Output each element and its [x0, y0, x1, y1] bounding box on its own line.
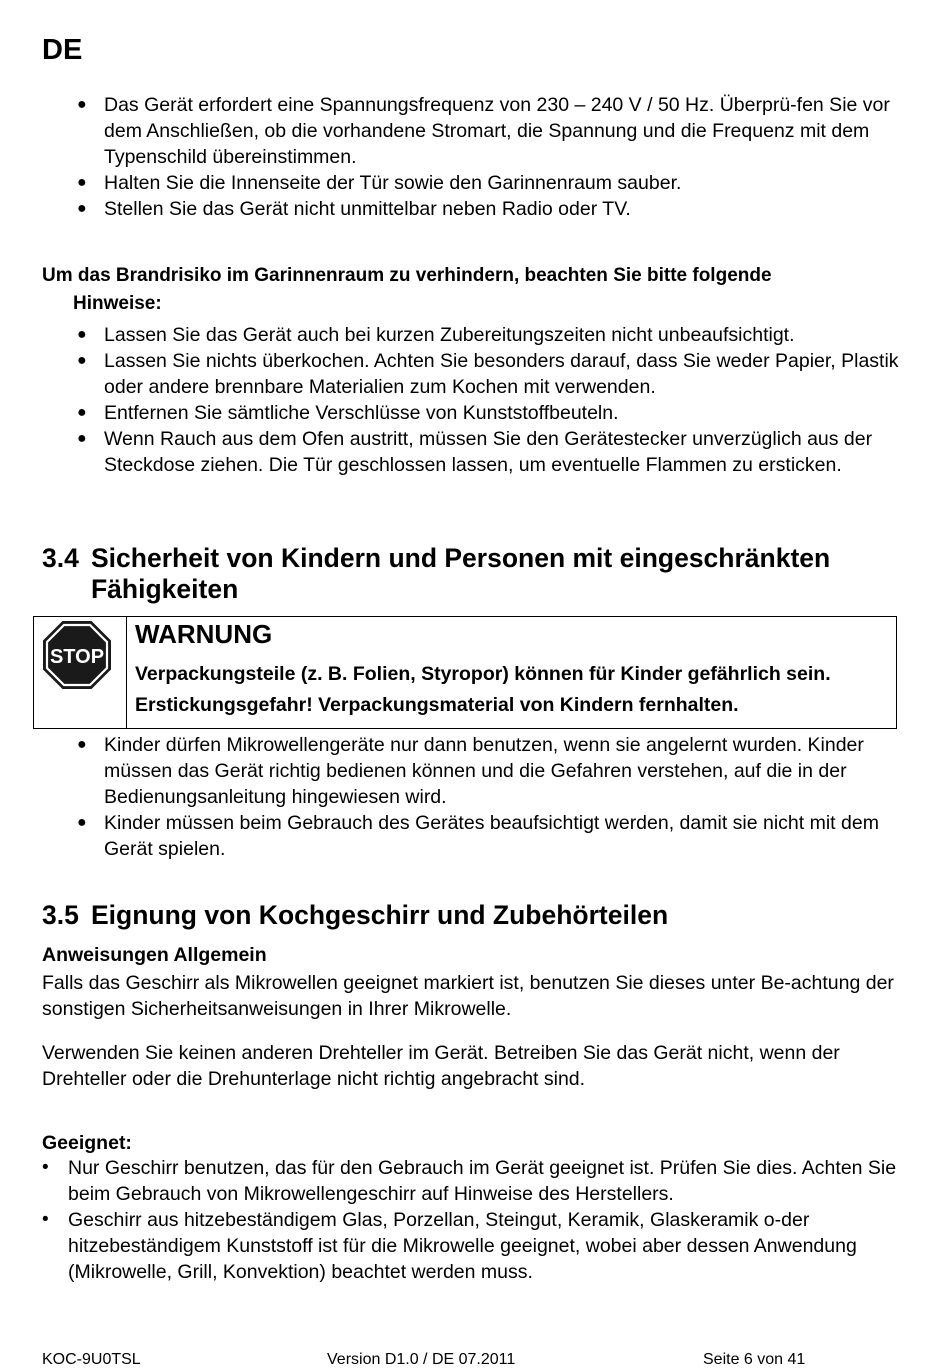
warning-box	[33, 616, 897, 729]
list-item: ● Halten Sie die Innenseite der Tür sowie den Garinnenraum sauber.	[77, 172, 682, 194]
fire-risk-heading: Um das Brandrisiko im Garinnenraum zu verhindern, beachten Sie bitte folgende Hinweise:	[42, 265, 772, 314]
general-instructions-heading: Anweisungen Allgemein	[42, 944, 267, 966]
list-item: ● Stellen Sie das Gerät nicht unmittelbar neben Radio oder TV.	[77, 198, 631, 220]
stop-sign-icon	[42, 620, 112, 690]
list-item: ● Wenn Rauch aus dem Ofen austritt, müssen Sie den Gerätestecker unverzüglich aus der Steckdose ziehen. Die Tür geschlossen lassen, um eventuelle Flammen zu ersticken.	[77, 428, 873, 476]
bullet-icon: ●	[77, 352, 87, 369]
section-3-5-heading: 3.5 Eignung von Kochgeschirr und Zubehörteilen	[42, 900, 669, 930]
suitable-bullet-list	[0, 1155, 908, 1285]
stop-sign-label: STOP	[49, 646, 105, 668]
bullet-icon: ●	[77, 174, 87, 191]
bullet-icon: ●	[77, 326, 87, 343]
bullet-icon: •	[42, 1157, 49, 1178]
bullet-icon: ●	[77, 200, 87, 217]
footer-page-number: Seite 6 von 41	[703, 1351, 806, 1368]
warning-divider	[126, 617, 127, 728]
bullet-icon: ●	[77, 430, 87, 447]
list-item: ● Kinder dürfen Mikrowellengeräte nur dann benutzen, wenn sie angelernt wurden. Kinder müssen das Gerät richtig bedienen können und die Gefahren verstehen, auf die in der Bedienungsanleitung hingewiesen wird.	[77, 734, 864, 808]
suitable-heading: Geeignet:	[42, 1132, 132, 1154]
fire-bullet-list	[0, 322, 904, 478]
warning-title: WARNUNG	[135, 619, 273, 649]
list-item: ● Lassen Sie nichts überkochen. Achten Sie besonders darauf, dass Sie weder Papier, Plastik oder andere brennbare Materialien zum Kochen mit verwenden.	[77, 350, 899, 398]
bullet-icon: •	[42, 1209, 49, 1230]
section-3-4-heading: 3.4 Sicherheit von Kindern und Personen mit eingeschränkten Fähigkeiten	[42, 543, 831, 604]
paragraph: Falls das Geschirr als Mikrowellen geeignet markiert ist, benutzen Sie dieses unter Be-achtung der sonstigen Sicherheitsanweisungen in Ihrer Mikrowelle.	[42, 972, 894, 1020]
paragraph: Verwenden Sie keinen anderen Drehteller im Gerät. Betreiben Sie das Gerät nicht, wenn der Drehteller oder die Drehunterlage nicht richtig angebracht sind.	[42, 1042, 840, 1090]
list-item: ● Lassen Sie das Gerät auch bei kurzen Zubereitungszeiten nicht unbeaufsichtigt.	[77, 324, 795, 346]
footer-version: Version D1.0 / DE 07.2011	[327, 1351, 516, 1368]
footer-model: KOC-9U0TSL	[42, 1351, 141, 1368]
bullet-icon: ●	[77, 814, 87, 831]
bullet-icon: ●	[77, 404, 87, 421]
warning-text: Verpackungsteile (z. B. Folien, Styropor) können für Kinder gefährlich sein. Erstickungsgefahr! Verpackungsmaterial von Kindern fernhalten.	[135, 663, 831, 716]
children-bullet-list	[0, 732, 904, 862]
intro-bullet-list	[0, 92, 904, 222]
page-language-label: DE	[42, 34, 83, 66]
list-item: • Geschirr aus hitzebeständigem Glas, Porzellan, Steingut, Keramik, Glaskeramik o-der hitzebeständigem Kunststoff ist für die Mikrowelle geeignet, wobei aber dessen Anwendung (Mikrowelle, Grill, Konvektion) beachtet werden muss.	[42, 1209, 857, 1283]
bullet-icon: ●	[77, 736, 87, 753]
bullet-icon: ●	[77, 96, 87, 113]
list-item: ● Entfernen Sie sämtliche Verschlüsse von Kunststoffbeuteln.	[77, 402, 619, 424]
list-item: • Nur Geschirr benutzen, das für den Gebrauch im Gerät geeignet ist. Prüfen Sie dies. Achten Sie beim Gebrauch von Mikrowellengeschirr auf Hinweise des Herstellers.	[42, 1157, 897, 1205]
list-item: ● Kinder müssen beim Gebrauch des Gerätes beaufsichtigt werden, damit sie nicht mit dem Gerät spielen.	[77, 812, 879, 860]
list-item: ● Das Gerät erfordert eine Spannungsfrequenz von 230 – 240 V / 50 Hz. Überprü-fen Sie vor dem Anschließen, ob die vorhandene Stromart, die Spannung und die Frequenz mit dem Typenschild übereinstimmen.	[77, 94, 890, 168]
